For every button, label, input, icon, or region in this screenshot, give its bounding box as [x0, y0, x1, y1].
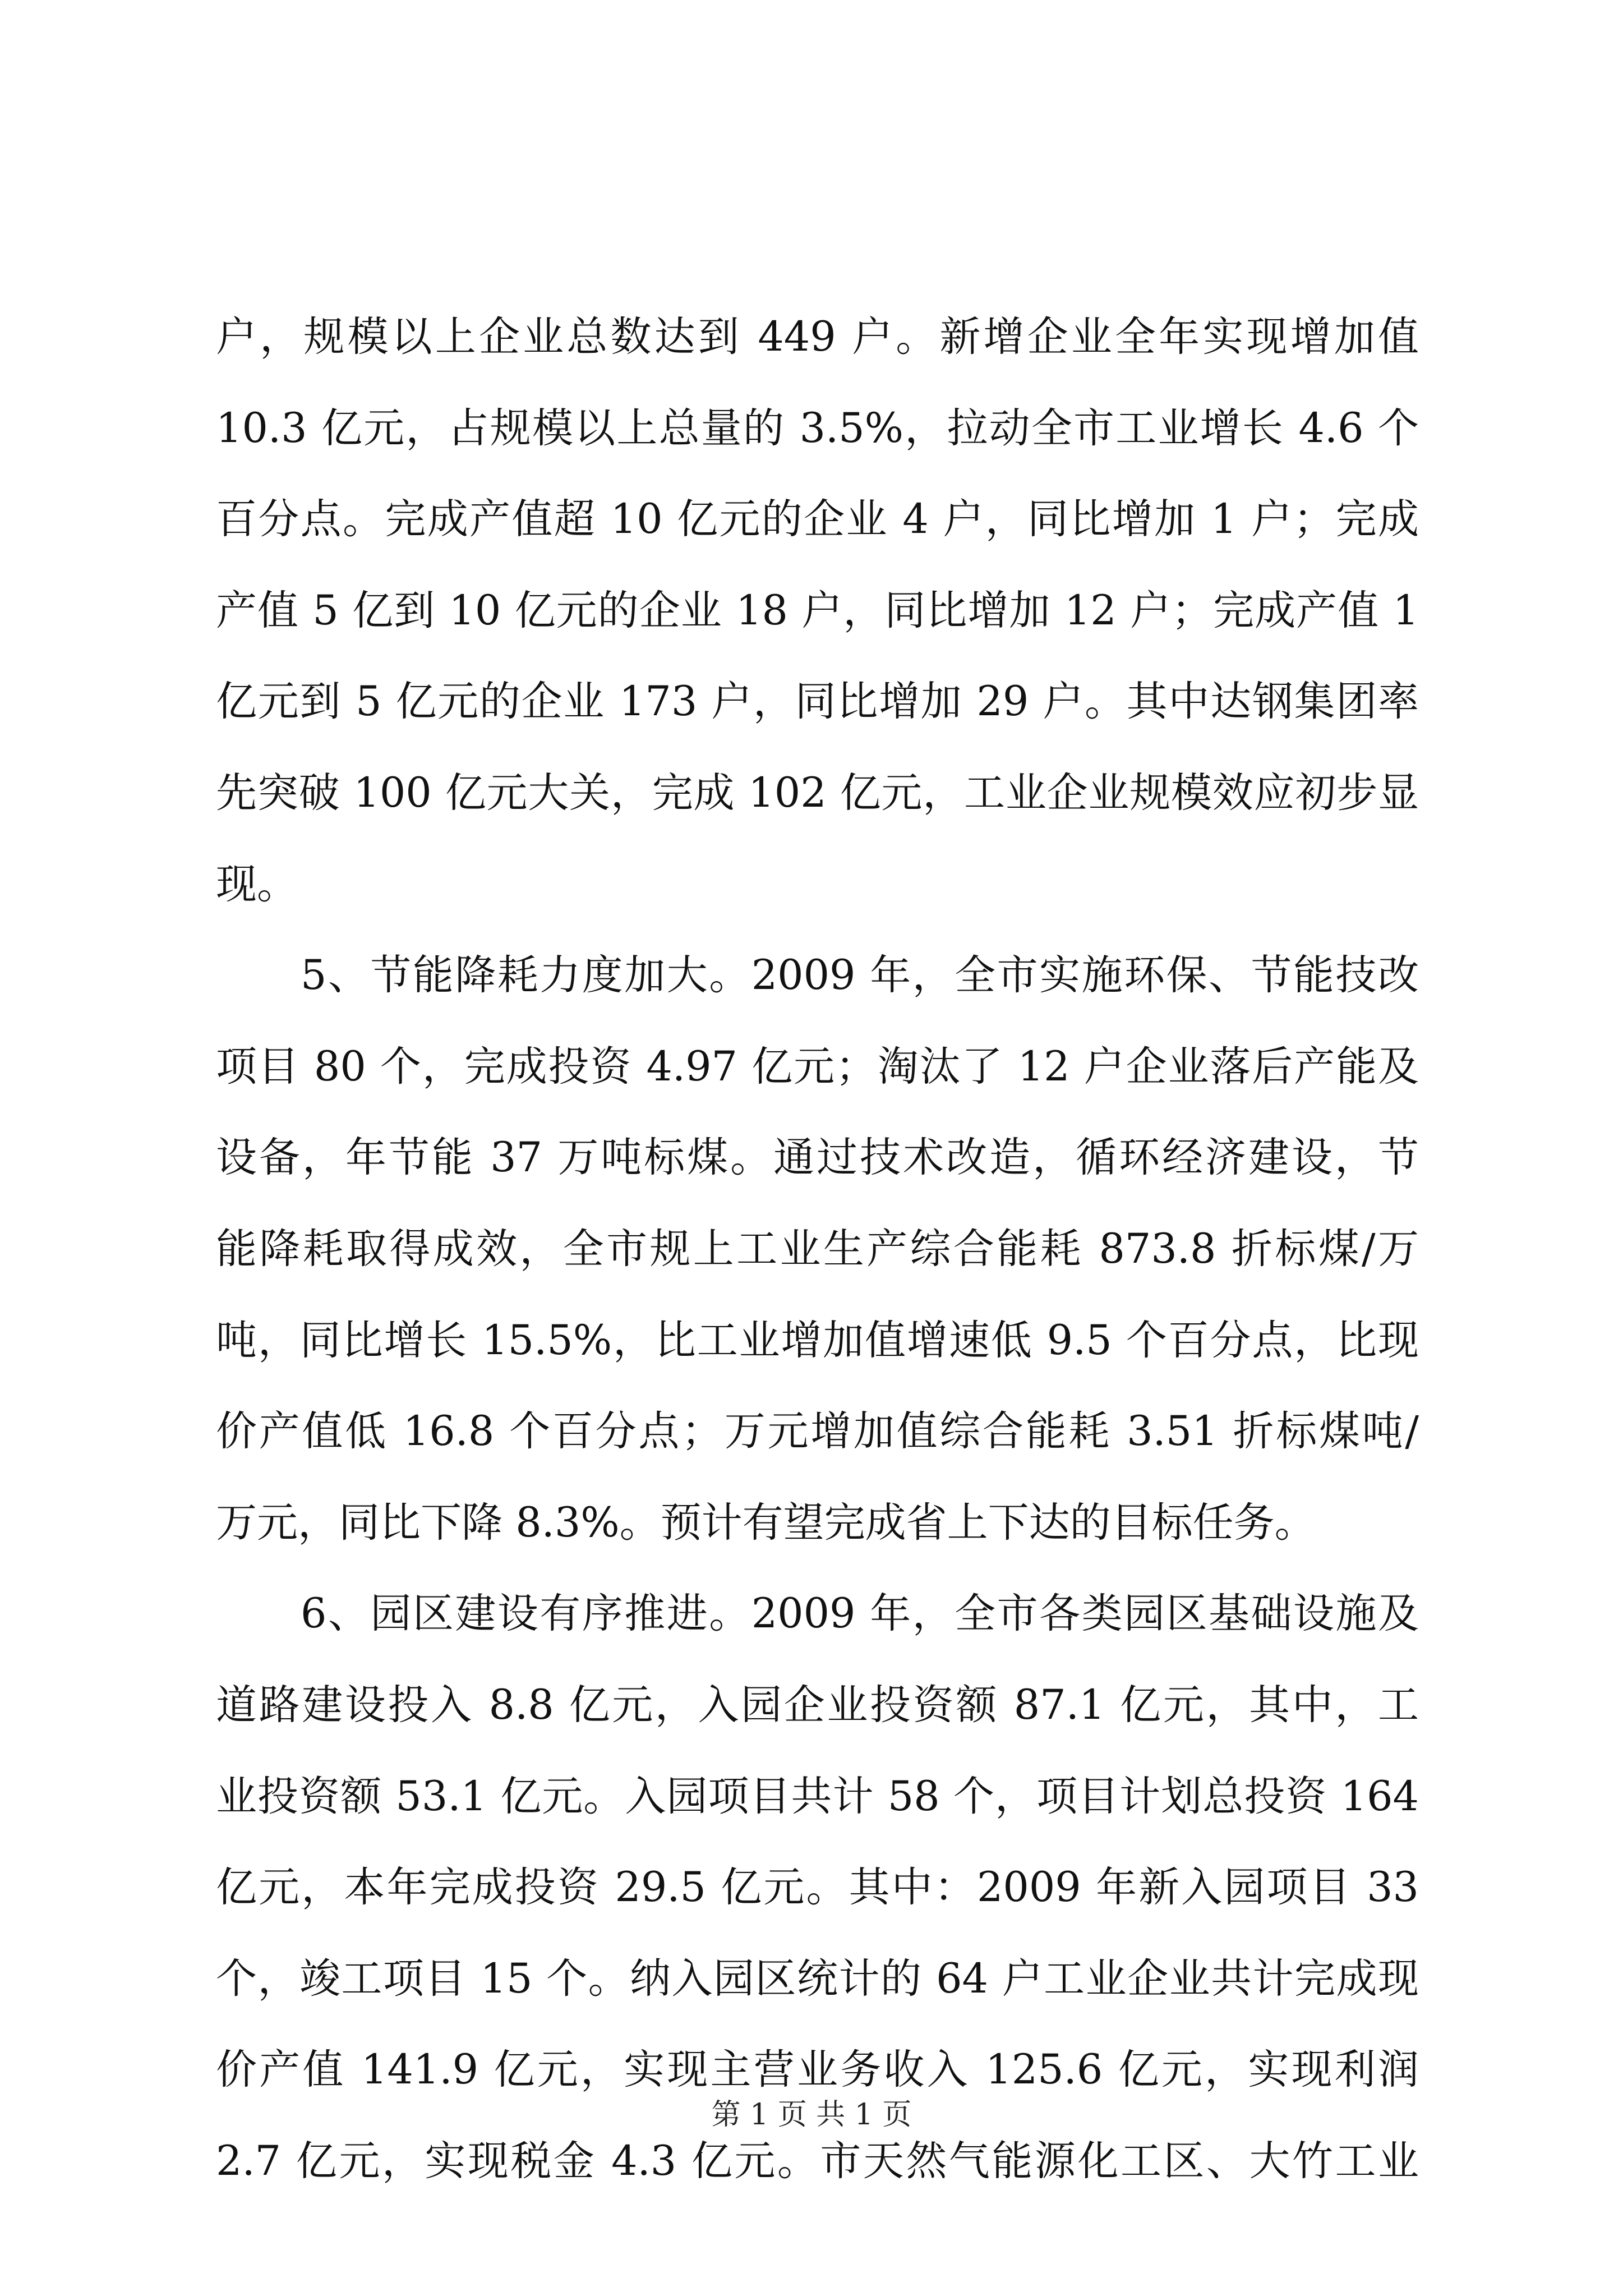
text-line: 价产值 141.9 亿元，实现主营业务收入 125.6 亿元，实现利润 — [216, 2046, 1419, 2094]
text-line: 设备，年节能 37 万吨标煤。通过技术改造，循环经济建设，节 — [216, 1134, 1419, 1182]
text-line: 项目 80 个，完成投资 4.97 亿元；淘汰了 12 户企业落后产能及 — [216, 1042, 1419, 1091]
text-line: 业投资额 53.1 亿元。入园项目共计 58 个，项目计划总投资 164 — [216, 1772, 1419, 1820]
text-line: 价产值低 16.8 个百分点；万元增加值综合能耗 3.51 折标煤吨/ — [216, 1407, 1419, 1456]
text-line: 能降耗取得成效，全市规上工业生产综合能耗 873.8 折标煤/万 — [216, 1225, 1419, 1273]
text-line: 亿元，本年完成投资 29.5 亿元。其中：2009 年新入园项目 33 — [216, 1864, 1419, 1912]
text-line: 产值 5 亿到 10 亿元的企业 18 户，同比增加 12 户；完成产值 1 — [216, 586, 1419, 634]
text-line: 5、节能降耗力度加大。2009 年，全市实施环保、节能技改 — [216, 951, 1419, 1000]
text-line: 2.7 亿元，实现税金 4.3 亿元。市天然气能源化工区、大竹工业 — [216, 2137, 1419, 2185]
text-line: 万元，同比下降 8.3%。预计有望完成省上下达的目标任务。 — [216, 1498, 1316, 1547]
text-line: 吨，同比增长 15.5%，比工业增加值增速低 9.5 个百分点，比现 — [216, 1316, 1419, 1364]
text-line: 先突破 100 亿元大关，完成 102 亿元，工业企业规模效应初步显 — [216, 769, 1419, 817]
text-line: 个，竣工项目 15 个。纳入园区统计的 64 户工业企业共计完成现 — [216, 1954, 1419, 2003]
text-line: 6、园区建设有序推进。2009 年，全市各类园区基础设施及 — [216, 1590, 1419, 1638]
body-text — [216, 292, 1419, 2207]
text-line: 道路建设投入 8.8 亿元，入园企业投资额 87.1 亿元，其中，工 — [216, 1681, 1419, 1729]
text-line: 现。 — [216, 860, 298, 908]
text-line: 亿元到 5 亿元的企业 173 户，同比增加 29 户。其中达钢集团率 — [216, 678, 1419, 726]
text-line: 户，规模以上企业总数达到 449 户。新增企业全年实现增加值 — [216, 313, 1419, 361]
text-line: 百分点。完成产值超 10 亿元的企业 4 户，同比增加 1 户；完成 — [216, 495, 1419, 544]
text-line: 10.3 亿元，占规模以上总量的 3.5%，拉动全市工业增长 4.6 个 — [216, 404, 1419, 452]
page-number-footer: 第 1 页 共 1 页 — [711, 2098, 912, 2132]
